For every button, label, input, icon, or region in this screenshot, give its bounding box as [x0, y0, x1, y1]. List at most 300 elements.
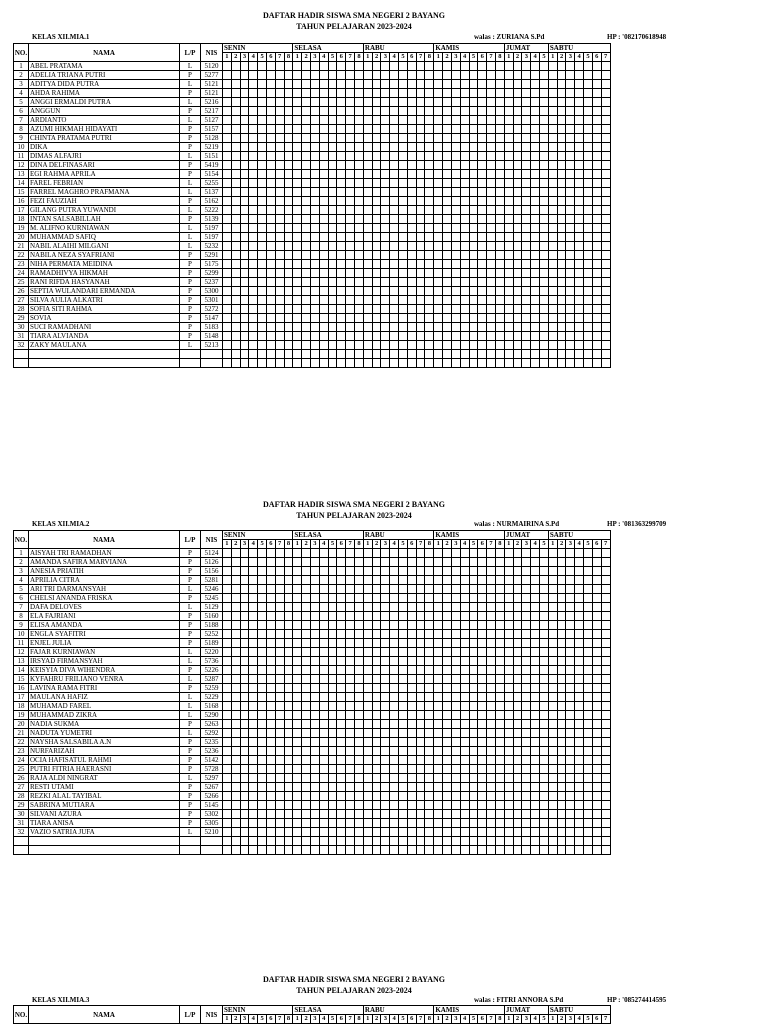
attendance-cell[interactable]: [249, 792, 258, 801]
attendance-cell[interactable]: [469, 747, 478, 756]
attendance-cell[interactable]: [443, 278, 452, 287]
attendance-cell[interactable]: [592, 251, 601, 260]
attendance-cell[interactable]: [504, 224, 513, 233]
attendance-cell[interactable]: [390, 756, 399, 765]
attendance-cell[interactable]: [293, 278, 302, 287]
attendance-cell[interactable]: [478, 260, 487, 269]
attendance-cell[interactable]: [425, 657, 434, 666]
attendance-cell[interactable]: [522, 242, 531, 251]
attendance-cell[interactable]: [513, 747, 522, 756]
blank-cell[interactable]: [249, 359, 258, 368]
attendance-cell[interactable]: [284, 224, 293, 233]
attendance-cell[interactable]: [451, 747, 460, 756]
attendance-cell[interactable]: [478, 765, 487, 774]
attendance-cell[interactable]: [584, 143, 593, 152]
attendance-cell[interactable]: [434, 783, 443, 792]
attendance-cell[interactable]: [451, 305, 460, 314]
attendance-cell[interactable]: [504, 648, 513, 657]
attendance-cell[interactable]: [275, 585, 284, 594]
attendance-cell[interactable]: [319, 693, 328, 702]
attendance-cell[interactable]: [495, 179, 504, 188]
attendance-cell[interactable]: [557, 630, 566, 639]
attendance-cell[interactable]: [381, 296, 390, 305]
attendance-cell[interactable]: [531, 233, 540, 242]
attendance-cell[interactable]: [601, 305, 610, 314]
attendance-cell[interactable]: [434, 612, 443, 621]
attendance-cell[interactable]: [584, 170, 593, 179]
attendance-cell[interactable]: [319, 116, 328, 125]
attendance-cell[interactable]: [592, 729, 601, 738]
attendance-cell[interactable]: [372, 215, 381, 224]
attendance-cell[interactable]: [522, 801, 531, 810]
attendance-cell[interactable]: [522, 774, 531, 783]
attendance-cell[interactable]: [223, 675, 232, 684]
attendance-cell[interactable]: [575, 630, 584, 639]
attendance-cell[interactable]: [249, 675, 258, 684]
attendance-cell[interactable]: [584, 819, 593, 828]
attendance-cell[interactable]: [566, 134, 575, 143]
attendance-cell[interactable]: [302, 729, 311, 738]
attendance-cell[interactable]: [390, 206, 399, 215]
attendance-cell[interactable]: [425, 783, 434, 792]
attendance-cell[interactable]: [478, 287, 487, 296]
attendance-cell[interactable]: [425, 765, 434, 774]
attendance-cell[interactable]: [363, 296, 372, 305]
attendance-cell[interactable]: [557, 233, 566, 242]
attendance-cell[interactable]: [372, 792, 381, 801]
attendance-cell[interactable]: [284, 134, 293, 143]
attendance-cell[interactable]: [469, 783, 478, 792]
attendance-cell[interactable]: [434, 314, 443, 323]
attendance-cell[interactable]: [601, 783, 610, 792]
attendance-cell[interactable]: [399, 558, 408, 567]
attendance-cell[interactable]: [425, 152, 434, 161]
attendance-cell[interactable]: [495, 558, 504, 567]
attendance-cell[interactable]: [451, 233, 460, 242]
blank-cell[interactable]: [311, 837, 320, 846]
attendance-cell[interactable]: [223, 828, 232, 837]
attendance-cell[interactable]: [469, 729, 478, 738]
attendance-cell[interactable]: [311, 810, 320, 819]
attendance-cell[interactable]: [425, 125, 434, 134]
attendance-cell[interactable]: [566, 305, 575, 314]
attendance-cell[interactable]: [487, 621, 496, 630]
attendance-cell[interactable]: [531, 693, 540, 702]
attendance-cell[interactable]: [284, 756, 293, 765]
attendance-cell[interactable]: [311, 549, 320, 558]
attendance-cell[interactable]: [319, 197, 328, 206]
attendance-cell[interactable]: [302, 296, 311, 305]
attendance-cell[interactable]: [531, 143, 540, 152]
attendance-cell[interactable]: [469, 594, 478, 603]
attendance-cell[interactable]: [592, 179, 601, 188]
attendance-cell[interactable]: [584, 179, 593, 188]
blank-cell[interactable]: [469, 837, 478, 846]
attendance-cell[interactable]: [522, 224, 531, 233]
attendance-cell[interactable]: [407, 576, 416, 585]
attendance-cell[interactable]: [416, 675, 425, 684]
attendance-cell[interactable]: [575, 98, 584, 107]
attendance-cell[interactable]: [337, 585, 346, 594]
attendance-cell[interactable]: [293, 585, 302, 594]
attendance-cell[interactable]: [258, 107, 267, 116]
attendance-cell[interactable]: [399, 107, 408, 116]
attendance-cell[interactable]: [504, 143, 513, 152]
attendance-cell[interactable]: [258, 197, 267, 206]
attendance-cell[interactable]: [372, 594, 381, 603]
attendance-cell[interactable]: [275, 89, 284, 98]
attendance-cell[interactable]: [478, 71, 487, 80]
attendance-cell[interactable]: [601, 720, 610, 729]
attendance-cell[interactable]: [293, 675, 302, 684]
attendance-cell[interactable]: [363, 89, 372, 98]
attendance-cell[interactable]: [311, 269, 320, 278]
attendance-cell[interactable]: [557, 116, 566, 125]
attendance-cell[interactable]: [346, 242, 355, 251]
attendance-cell[interactable]: [249, 684, 258, 693]
blank-cell[interactable]: [407, 359, 416, 368]
attendance-cell[interactable]: [540, 603, 549, 612]
attendance-cell[interactable]: [399, 125, 408, 134]
attendance-cell[interactable]: [363, 332, 372, 341]
attendance-cell[interactable]: [381, 738, 390, 747]
attendance-cell[interactable]: [354, 801, 363, 810]
attendance-cell[interactable]: [231, 819, 240, 828]
attendance-cell[interactable]: [266, 197, 275, 206]
attendance-cell[interactable]: [540, 125, 549, 134]
attendance-cell[interactable]: [504, 675, 513, 684]
attendance-cell[interactable]: [372, 549, 381, 558]
attendance-cell[interactable]: [346, 269, 355, 278]
attendance-cell[interactable]: [513, 783, 522, 792]
attendance-cell[interactable]: [513, 179, 522, 188]
attendance-cell[interactable]: [293, 215, 302, 224]
attendance-cell[interactable]: [495, 774, 504, 783]
attendance-cell[interactable]: [592, 269, 601, 278]
attendance-cell[interactable]: [399, 341, 408, 350]
attendance-cell[interactable]: [372, 585, 381, 594]
attendance-cell[interactable]: [319, 251, 328, 260]
blank-cell[interactable]: [513, 837, 522, 846]
attendance-cell[interactable]: [548, 711, 557, 720]
attendance-cell[interactable]: [372, 612, 381, 621]
attendance-cell[interactable]: [487, 233, 496, 242]
attendance-cell[interactable]: [531, 783, 540, 792]
attendance-cell[interactable]: [522, 630, 531, 639]
attendance-cell[interactable]: [495, 341, 504, 350]
attendance-cell[interactable]: [522, 648, 531, 657]
attendance-cell[interactable]: [407, 630, 416, 639]
attendance-cell[interactable]: [522, 612, 531, 621]
attendance-cell[interactable]: [302, 332, 311, 341]
blank-cell[interactable]: [249, 350, 258, 359]
attendance-cell[interactable]: [460, 612, 469, 621]
attendance-cell[interactable]: [531, 62, 540, 71]
attendance-cell[interactable]: [266, 80, 275, 89]
attendance-cell[interactable]: [390, 224, 399, 233]
attendance-cell[interactable]: [363, 648, 372, 657]
attendance-cell[interactable]: [381, 215, 390, 224]
attendance-cell[interactable]: [407, 89, 416, 98]
attendance-cell[interactable]: [399, 783, 408, 792]
attendance-cell[interactable]: [249, 576, 258, 585]
attendance-cell[interactable]: [407, 341, 416, 350]
attendance-cell[interactable]: [575, 251, 584, 260]
blank-cell[interactable]: [601, 350, 610, 359]
attendance-cell[interactable]: [592, 594, 601, 603]
attendance-cell[interactable]: [575, 783, 584, 792]
attendance-cell[interactable]: [425, 215, 434, 224]
attendance-cell[interactable]: [575, 161, 584, 170]
attendance-cell[interactable]: [363, 585, 372, 594]
attendance-cell[interactable]: [460, 341, 469, 350]
attendance-cell[interactable]: [240, 594, 249, 603]
attendance-cell[interactable]: [487, 738, 496, 747]
attendance-cell[interactable]: [575, 594, 584, 603]
attendance-cell[interactable]: [231, 269, 240, 278]
attendance-cell[interactable]: [275, 197, 284, 206]
attendance-cell[interactable]: [601, 711, 610, 720]
attendance-cell[interactable]: [460, 224, 469, 233]
attendance-cell[interactable]: [495, 792, 504, 801]
attendance-cell[interactable]: [592, 170, 601, 179]
attendance-cell[interactable]: [425, 143, 434, 152]
attendance-cell[interactable]: [425, 549, 434, 558]
attendance-cell[interactable]: [451, 143, 460, 152]
attendance-cell[interactable]: [522, 621, 531, 630]
attendance-cell[interactable]: [566, 341, 575, 350]
attendance-cell[interactable]: [416, 612, 425, 621]
attendance-cell[interactable]: [354, 576, 363, 585]
attendance-cell[interactable]: [311, 125, 320, 134]
attendance-cell[interactable]: [495, 666, 504, 675]
attendance-cell[interactable]: [372, 747, 381, 756]
attendance-cell[interactable]: [548, 134, 557, 143]
attendance-cell[interactable]: [407, 233, 416, 242]
attendance-cell[interactable]: [443, 260, 452, 269]
attendance-cell[interactable]: [346, 287, 355, 296]
attendance-cell[interactable]: [540, 215, 549, 224]
attendance-cell[interactable]: [575, 765, 584, 774]
attendance-cell[interactable]: [311, 648, 320, 657]
attendance-cell[interactable]: [548, 143, 557, 152]
attendance-cell[interactable]: [284, 747, 293, 756]
attendance-cell[interactable]: [557, 251, 566, 260]
attendance-cell[interactable]: [425, 567, 434, 576]
attendance-cell[interactable]: [354, 657, 363, 666]
attendance-cell[interactable]: [328, 269, 337, 278]
attendance-cell[interactable]: [319, 89, 328, 98]
attendance-cell[interactable]: [504, 125, 513, 134]
attendance-cell[interactable]: [522, 233, 531, 242]
attendance-cell[interactable]: [390, 594, 399, 603]
attendance-cell[interactable]: [390, 684, 399, 693]
attendance-cell[interactable]: [478, 567, 487, 576]
attendance-cell[interactable]: [522, 810, 531, 819]
attendance-cell[interactable]: [372, 801, 381, 810]
blank-cell[interactable]: [354, 837, 363, 846]
blank-cell[interactable]: [363, 359, 372, 368]
attendance-cell[interactable]: [275, 206, 284, 215]
attendance-cell[interactable]: [540, 792, 549, 801]
attendance-cell[interactable]: [504, 720, 513, 729]
attendance-cell[interactable]: [451, 828, 460, 837]
attendance-cell[interactable]: [231, 278, 240, 287]
attendance-cell[interactable]: [531, 107, 540, 116]
attendance-cell[interactable]: [328, 639, 337, 648]
attendance-cell[interactable]: [390, 89, 399, 98]
attendance-cell[interactable]: [302, 585, 311, 594]
attendance-cell[interactable]: [584, 567, 593, 576]
attendance-cell[interactable]: [601, 558, 610, 567]
attendance-cell[interactable]: [469, 801, 478, 810]
attendance-cell[interactable]: [293, 233, 302, 242]
attendance-cell[interactable]: [601, 314, 610, 323]
attendance-cell[interactable]: [434, 675, 443, 684]
attendance-cell[interactable]: [434, 747, 443, 756]
blank-cell[interactable]: [566, 837, 575, 846]
attendance-cell[interactable]: [363, 657, 372, 666]
attendance-cell[interactable]: [399, 585, 408, 594]
attendance-cell[interactable]: [354, 188, 363, 197]
blank-cell[interactable]: [557, 359, 566, 368]
attendance-cell[interactable]: [592, 134, 601, 143]
attendance-cell[interactable]: [443, 783, 452, 792]
attendance-cell[interactable]: [434, 125, 443, 134]
attendance-cell[interactable]: [584, 612, 593, 621]
blank-cell[interactable]: [302, 846, 311, 855]
attendance-cell[interactable]: [346, 98, 355, 107]
attendance-cell[interactable]: [354, 224, 363, 233]
attendance-cell[interactable]: [540, 630, 549, 639]
attendance-cell[interactable]: [434, 341, 443, 350]
attendance-cell[interactable]: [584, 720, 593, 729]
attendance-cell[interactable]: [328, 648, 337, 657]
attendance-cell[interactable]: [548, 305, 557, 314]
attendance-cell[interactable]: [495, 206, 504, 215]
attendance-cell[interactable]: [311, 801, 320, 810]
attendance-cell[interactable]: [531, 648, 540, 657]
attendance-cell[interactable]: [540, 612, 549, 621]
attendance-cell[interactable]: [319, 188, 328, 197]
attendance-cell[interactable]: [443, 323, 452, 332]
attendance-cell[interactable]: [540, 116, 549, 125]
attendance-cell[interactable]: [258, 603, 267, 612]
attendance-cell[interactable]: [381, 657, 390, 666]
attendance-cell[interactable]: [601, 828, 610, 837]
attendance-cell[interactable]: [531, 549, 540, 558]
attendance-cell[interactable]: [434, 738, 443, 747]
attendance-cell[interactable]: [478, 170, 487, 179]
attendance-cell[interactable]: [434, 567, 443, 576]
attendance-cell[interactable]: [240, 125, 249, 134]
attendance-cell[interactable]: [319, 206, 328, 215]
attendance-cell[interactable]: [487, 675, 496, 684]
attendance-cell[interactable]: [223, 792, 232, 801]
blank-cell[interactable]: [372, 846, 381, 855]
attendance-cell[interactable]: [346, 648, 355, 657]
attendance-cell[interactable]: [478, 107, 487, 116]
attendance-cell[interactable]: [346, 71, 355, 80]
attendance-cell[interactable]: [223, 188, 232, 197]
attendance-cell[interactable]: [451, 296, 460, 305]
blank-cell[interactable]: [575, 350, 584, 359]
attendance-cell[interactable]: [266, 224, 275, 233]
attendance-cell[interactable]: [460, 594, 469, 603]
attendance-cell[interactable]: [522, 161, 531, 170]
attendance-cell[interactable]: [469, 720, 478, 729]
attendance-cell[interactable]: [231, 657, 240, 666]
attendance-cell[interactable]: [231, 648, 240, 657]
attendance-cell[interactable]: [240, 765, 249, 774]
attendance-cell[interactable]: [275, 621, 284, 630]
attendance-cell[interactable]: [381, 152, 390, 161]
attendance-cell[interactable]: [354, 747, 363, 756]
attendance-cell[interactable]: [557, 747, 566, 756]
attendance-cell[interactable]: [443, 179, 452, 188]
attendance-cell[interactable]: [302, 80, 311, 89]
attendance-cell[interactable]: [372, 576, 381, 585]
attendance-cell[interactable]: [337, 774, 346, 783]
attendance-cell[interactable]: [407, 801, 416, 810]
attendance-cell[interactable]: [592, 639, 601, 648]
attendance-cell[interactable]: [311, 819, 320, 828]
attendance-cell[interactable]: [346, 224, 355, 233]
attendance-cell[interactable]: [451, 278, 460, 287]
attendance-cell[interactable]: [293, 197, 302, 206]
attendance-cell[interactable]: [399, 720, 408, 729]
attendance-cell[interactable]: [434, 576, 443, 585]
attendance-cell[interactable]: [223, 720, 232, 729]
attendance-cell[interactable]: [575, 747, 584, 756]
attendance-cell[interactable]: [469, 603, 478, 612]
attendance-cell[interactable]: [531, 585, 540, 594]
attendance-cell[interactable]: [372, 765, 381, 774]
attendance-cell[interactable]: [258, 170, 267, 179]
attendance-cell[interactable]: [302, 711, 311, 720]
attendance-cell[interactable]: [399, 89, 408, 98]
blank-cell[interactable]: [469, 359, 478, 368]
attendance-cell[interactable]: [223, 747, 232, 756]
attendance-cell[interactable]: [249, 206, 258, 215]
attendance-cell[interactable]: [354, 594, 363, 603]
attendance-cell[interactable]: [302, 549, 311, 558]
attendance-cell[interactable]: [601, 765, 610, 774]
attendance-cell[interactable]: [443, 314, 452, 323]
attendance-cell[interactable]: [495, 98, 504, 107]
attendance-cell[interactable]: [258, 576, 267, 585]
attendance-cell[interactable]: [478, 143, 487, 152]
attendance-cell[interactable]: [231, 774, 240, 783]
attendance-cell[interactable]: [266, 756, 275, 765]
attendance-cell[interactable]: [548, 594, 557, 603]
attendance-cell[interactable]: [407, 107, 416, 116]
attendance-cell[interactable]: [266, 242, 275, 251]
attendance-cell[interactable]: [434, 810, 443, 819]
attendance-cell[interactable]: [284, 170, 293, 179]
attendance-cell[interactable]: [425, 107, 434, 116]
blank-cell[interactable]: [284, 846, 293, 855]
attendance-cell[interactable]: [354, 792, 363, 801]
attendance-cell[interactable]: [328, 305, 337, 314]
blank-cell[interactable]: [201, 837, 223, 846]
attendance-cell[interactable]: [566, 152, 575, 161]
attendance-cell[interactable]: [363, 756, 372, 765]
attendance-cell[interactable]: [425, 801, 434, 810]
attendance-cell[interactable]: [231, 107, 240, 116]
attendance-cell[interactable]: [575, 80, 584, 89]
attendance-cell[interactable]: [548, 621, 557, 630]
